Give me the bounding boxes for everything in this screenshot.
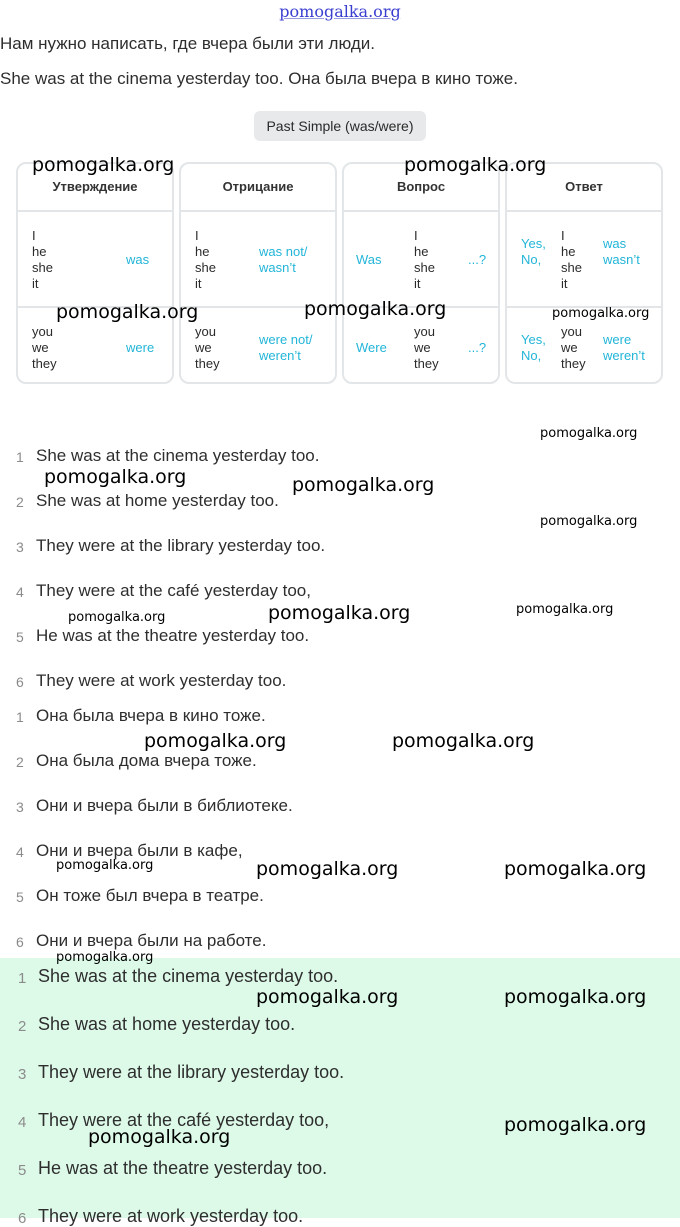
item-number: 3 [16, 539, 24, 555]
pronoun: he [561, 244, 576, 259]
answer-sentence: They were at the library yesterday too. [38, 1062, 345, 1082]
intro-line-2: She was at the cinema yesterday too. Она была вчера в кино тоже. [0, 69, 518, 88]
answer-sentence: They were at the café yesterday too, [38, 1110, 330, 1130]
affirmative-header: Утверждение [18, 164, 172, 212]
affirmative-column [16, 162, 174, 384]
verb-form: was not/ [259, 244, 308, 259]
verb-form: weren’t [259, 348, 301, 363]
pronoun: you [414, 324, 435, 339]
grammar-tab[interactable]: Past Simple (was/were) [254, 111, 426, 141]
english-sentence: They were at work yesterday too. [36, 671, 287, 690]
pronoun: we [561, 340, 578, 355]
watermark: pomogalka.org [292, 474, 435, 496]
verb-form: was [603, 236, 627, 251]
answer-singular [507, 210, 661, 308]
answer-sentence: She was at home yesterday too. [38, 1014, 296, 1034]
item-number: 1 [16, 709, 24, 725]
item-number: 5 [16, 889, 24, 905]
english-sentence: She was at home yesterday too. [36, 491, 279, 510]
item-number: 4 [16, 584, 24, 600]
verb-form: were not/ [259, 332, 313, 347]
item-number: 6 [18, 1210, 27, 1227]
question-mark: ...? [468, 252, 487, 267]
verb-form: Was [356, 252, 382, 267]
pronoun: I [32, 228, 36, 243]
watermark: pomogalka.org [56, 950, 154, 965]
question-singular [344, 210, 498, 308]
pronoun: it [32, 276, 39, 291]
item-number: 6 [16, 934, 24, 950]
watermark: pomogalka.org [256, 986, 399, 1008]
english-sentence: They were at the café yesterday too, [36, 581, 311, 600]
pronoun: I [414, 228, 418, 243]
verb-form: wasn’t [603, 252, 640, 267]
pronoun: he [195, 244, 210, 259]
watermark: pomogalka.org [68, 610, 166, 625]
negative-header: Отрицание [181, 164, 335, 212]
pronoun: they [414, 356, 439, 371]
verb-form: were [603, 332, 632, 347]
watermark: pomogalka.org [304, 298, 447, 320]
affirmative-singular [18, 210, 172, 308]
yes-word: Yes, [521, 332, 546, 347]
watermark: pomogalka.org [392, 730, 535, 752]
question-column [342, 162, 500, 384]
watermark: pomogalka.org [268, 602, 411, 624]
pronoun: she [414, 260, 435, 275]
russian-sentence: Она была дома вчера тоже. [36, 751, 257, 770]
english-sentence: She was at the cinema yesterday too. [36, 446, 320, 465]
item-number: 2 [18, 1018, 27, 1035]
english-sentence: They were at the library yesterday too. [36, 536, 326, 555]
item-number: 2 [16, 494, 24, 510]
item-number: 3 [16, 799, 24, 815]
pronoun: she [32, 260, 53, 275]
yes-word: Yes, [521, 236, 546, 251]
pronoun: I [561, 228, 565, 243]
pronoun: you [195, 324, 216, 339]
english-sentence: He was at the theatre yesterday too. [36, 626, 310, 645]
negative-column [179, 162, 337, 384]
pronoun: we [195, 340, 212, 355]
answer-column [505, 162, 663, 384]
watermark: pomogalka.org [56, 858, 154, 873]
verb-form: Were [356, 340, 387, 355]
answer-header: Ответ [507, 164, 661, 212]
item-number: 1 [16, 449, 24, 465]
pronoun: she [561, 260, 582, 275]
watermark: pomogalka.org [504, 1114, 647, 1136]
item-number: 1 [18, 970, 27, 987]
pronoun: it [414, 276, 421, 291]
item-number: 4 [16, 844, 24, 860]
watermark: pomogalka.org [144, 730, 287, 752]
answer-sentence: She was at the cinema yesterday too. [38, 966, 339, 986]
answer-sentence: He was at the theatre yesterday too. [38, 1158, 328, 1178]
pronoun: they [561, 356, 586, 371]
item-number: 3 [18, 1066, 27, 1083]
intro-line-1: Нам нужно написать, где вчера были эти люди. [0, 34, 375, 53]
verb-form: wasn’t [259, 260, 296, 275]
verb-form: weren’t [603, 348, 645, 363]
pronoun: they [32, 356, 57, 371]
pronoun: they [195, 356, 220, 371]
russian-sentence: Они и вчера были в кафе, [36, 841, 243, 860]
question-mark: ...? [468, 340, 487, 355]
pronoun: you [561, 324, 582, 339]
verb-form: were [126, 340, 155, 355]
watermark: pomogalka.org [540, 426, 638, 441]
pronoun: he [32, 244, 47, 259]
pronoun: it [561, 276, 568, 291]
watermark: pomogalka.org [32, 154, 175, 176]
item-number: 5 [18, 1162, 27, 1179]
no-word: No, [521, 348, 542, 363]
negative-singular [181, 210, 335, 308]
answer-sentence: They were at work yesterday too. [38, 1206, 304, 1226]
pronoun: it [195, 276, 202, 291]
verb-form: was [126, 252, 150, 267]
watermark: pomogalka.org [404, 154, 547, 176]
item-number: 6 [16, 674, 24, 690]
watermark: pomogalka.org [56, 301, 199, 323]
pronoun: she [195, 260, 216, 275]
russian-sentence: Они и вчера были в библиотеке. [36, 796, 293, 815]
watermark: pomogalka.org [504, 986, 647, 1008]
pronoun: I [195, 228, 199, 243]
site-link[interactable]: pomogalka.org [279, 2, 401, 21]
watermark: pomogalka.org [552, 306, 650, 321]
pronoun: he [414, 244, 429, 259]
russian-sentence: Она была вчера в кино тоже. [36, 706, 266, 725]
watermark: pomogalka.org [504, 858, 647, 880]
question-header: Вопрос [344, 164, 498, 212]
pronoun: we [32, 340, 49, 355]
watermark: pomogalka.org [256, 858, 399, 880]
russian-sentence: Они и вчера были на работе. [36, 931, 267, 950]
no-word: No, [521, 252, 542, 267]
item-number: 4 [18, 1114, 27, 1131]
pronoun: you [32, 324, 53, 339]
watermark: pomogalka.org [88, 1126, 231, 1148]
item-number: 2 [16, 754, 24, 770]
watermark: pomogalka.org [540, 514, 638, 529]
watermark: pomogalka.org [516, 602, 614, 617]
russian-sentence: Он тоже был вчера в театре. [36, 886, 264, 905]
watermark: pomogalka.org [44, 466, 187, 488]
pronoun: we [414, 340, 431, 355]
item-number: 5 [16, 629, 24, 645]
